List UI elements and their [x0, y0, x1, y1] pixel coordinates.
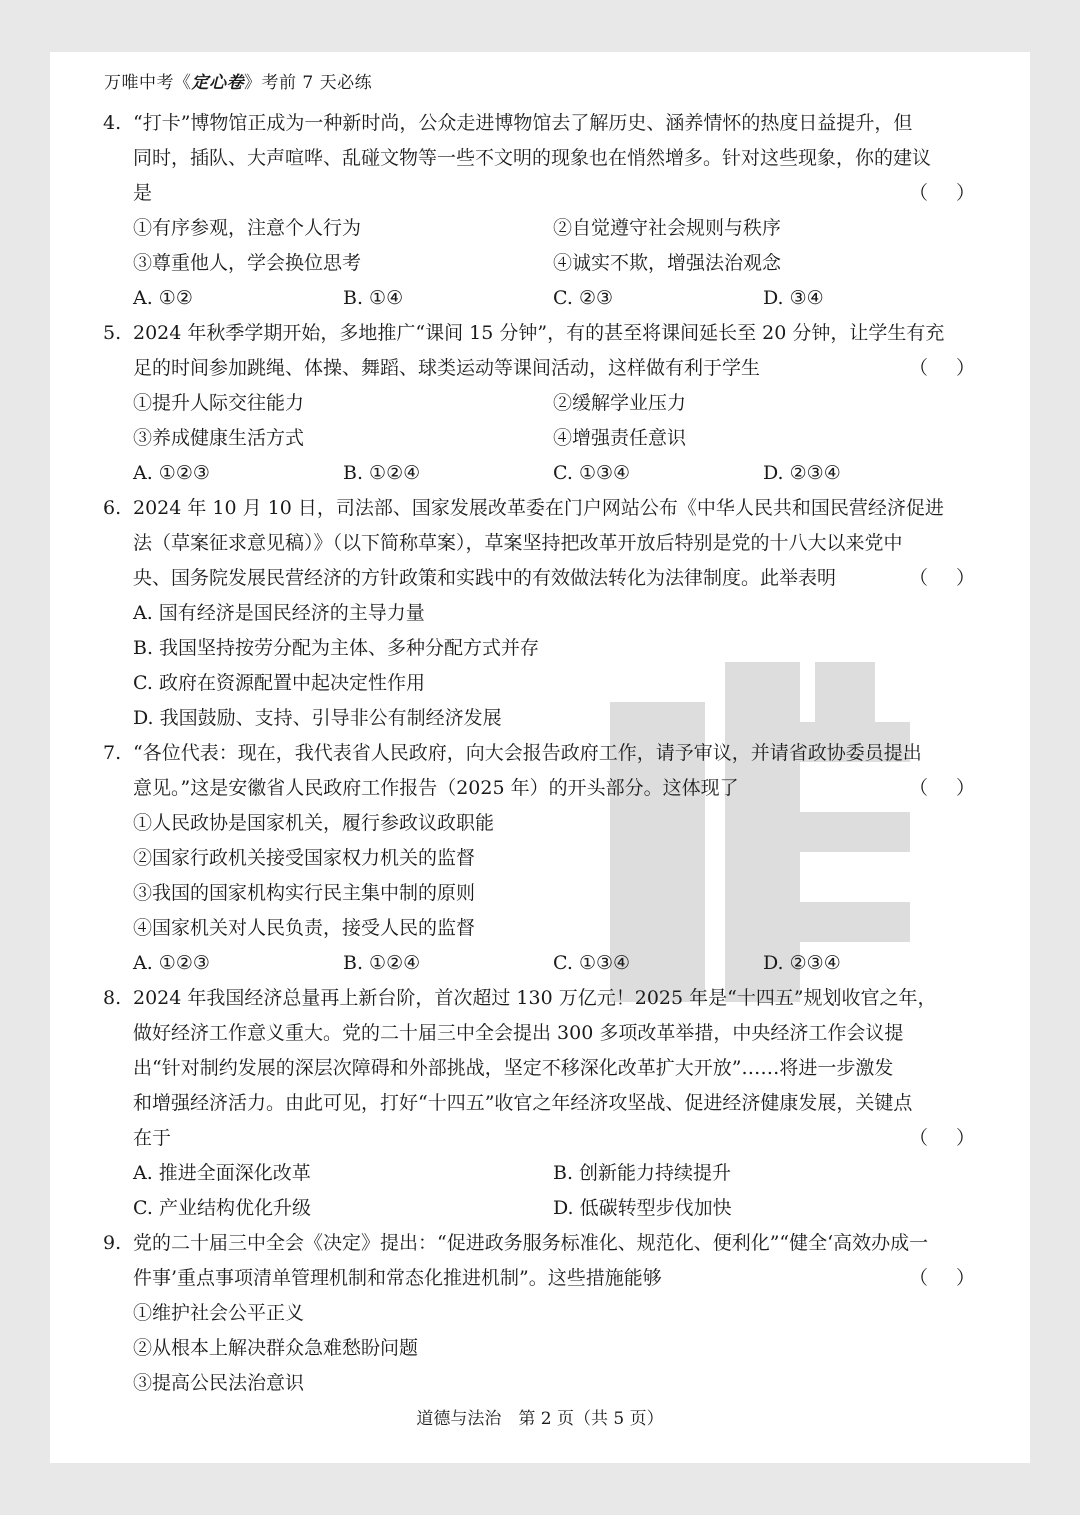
- answer-option: B. ①④: [343, 287, 404, 309]
- answer-parentheses: [909, 1121, 975, 1156]
- stem-text: 足的时间参加跳绳、体操、舞蹈、球类运动等课间活动，这样做有利于学生: [133, 357, 761, 379]
- answer-option: A. 推进全面深化改革: [133, 1162, 311, 1184]
- question-number: 7.: [103, 742, 122, 764]
- answer-option: D. ②③④: [763, 952, 841, 974]
- statement: ①有序参观，注意个人行为: [133, 217, 362, 239]
- answer-option: C. 政府在资源配置中起决定性作用: [133, 672, 425, 694]
- statement: ②自觉遵守社会规则与秩序: [553, 217, 782, 239]
- answer-option: A. ①②③: [133, 952, 210, 974]
- paren-open: （: [909, 182, 929, 204]
- question-stem-line: [103, 491, 975, 526]
- answer-options: [103, 946, 975, 981]
- paren-open: （: [909, 1127, 929, 1149]
- page-footer: 道德与法治 第 2 页（共 5 页）: [416, 1409, 664, 1429]
- statement: ②缓解学业压力: [553, 392, 687, 414]
- question-number: 6.: [103, 497, 122, 519]
- statement: ③尊重他人，学会换位思考: [133, 252, 362, 274]
- question-stem-line: [103, 351, 975, 386]
- answer-options: [103, 1156, 975, 1191]
- stem-text: 和增强经济活力。由此可见，打好“十四五”收官之年经济攻坚战、促进经济健康发展，关键点: [133, 1092, 913, 1114]
- statement-row: [103, 211, 975, 246]
- statement: ①人民政协是国家机关，履行参政议政职能: [133, 812, 495, 834]
- answer-option: D. ③④: [763, 287, 824, 309]
- answer-options: [103, 281, 975, 316]
- paren-open: （: [909, 1267, 929, 1289]
- question-number: 4.: [103, 112, 122, 134]
- answer-options: [103, 1191, 975, 1226]
- statement: ①维护社会公平正义: [133, 1302, 305, 1324]
- question-stem-line: [103, 771, 975, 806]
- stem-text: 党的二十届三中全会《决定》提出：“促进政务服务标准化、规范化、便利化”“健全‘高效办成一: [133, 1232, 929, 1254]
- statement: ②从根本上解决群众急难愁盼问题: [133, 1337, 419, 1359]
- answer-parentheses: [909, 351, 975, 386]
- paren-close: ）: [955, 1267, 975, 1289]
- stem-text: 出“针对制约发展的深层次障碍和外部挑战，坚定不移深化改革扩大开放”……将进一步激发: [133, 1057, 894, 1079]
- paren-close: ）: [955, 777, 975, 799]
- answer-parentheses: [909, 771, 975, 806]
- stem-text: 在于: [133, 1127, 172, 1149]
- question-6: [103, 491, 975, 736]
- question-stem-line: [103, 1051, 975, 1086]
- statement: ②国家行政机关接受国家权力机关的监督: [133, 847, 476, 869]
- question-number: 9.: [103, 1232, 122, 1254]
- question-stem-line: [103, 1016, 975, 1051]
- stem-text: 做好经济工作意义重大。党的二十届三中全会提出 300 多项改革举措，中央经济工作会议提: [133, 1022, 904, 1044]
- question-number: 8.: [103, 987, 122, 1009]
- question-8: [103, 981, 975, 1226]
- question-stem-line: [103, 981, 975, 1016]
- answer-option: B. ①②④: [343, 952, 421, 974]
- paren-close: ）: [955, 182, 975, 204]
- statement-row: [103, 246, 975, 281]
- paren-open: （: [909, 777, 929, 799]
- stem-text: 件事’重点事项清单管理机制和常态化推进机制”。这些措施能够: [133, 1267, 662, 1289]
- question-stem-line: [103, 1226, 975, 1261]
- question-4: [103, 106, 975, 316]
- paren-open: （: [909, 567, 929, 589]
- answer-options: [103, 456, 975, 491]
- statement: ③我国的国家机构实行民主集中制的原则: [133, 882, 476, 904]
- question-stem-line: [103, 106, 975, 141]
- stem-text: 法（草案征求意见稿）》（以下简称草案），草案坚持把改革开放后特别是党的十八大以来党中: [133, 532, 903, 554]
- paren-close: ）: [955, 357, 975, 379]
- question-number: 5.: [103, 322, 122, 344]
- question-stem-line: [103, 1261, 975, 1296]
- stem-text: “打卡”博物馆正成为一种新时尚，公众走进博物馆去了解历史、涵养情怀的热度日益提升，但: [133, 112, 913, 134]
- statement: ④诚实不欺，增强法治观念: [553, 252, 782, 274]
- answer-parentheses: [909, 561, 975, 596]
- answer-option: D. 我国鼓励、支持、引导非公有制经济发展: [133, 707, 502, 729]
- question-5: [103, 316, 975, 491]
- answer-parentheses: [909, 1261, 975, 1296]
- exam-header: 万唯中考《定心卷》考前 7 天必练: [104, 73, 373, 93]
- question-stem-line: [103, 1086, 975, 1121]
- statement: ④国家机关对人民负责，接受人民的监督: [133, 917, 476, 939]
- answer-option: D. 低碳转型步伐加快: [553, 1197, 732, 1219]
- statement: ④增强责任意识: [553, 427, 687, 449]
- paren-close: ）: [955, 1127, 975, 1149]
- statement-row: [103, 386, 975, 421]
- stem-text: 央、国务院发展民营经济的方针政策和实践中的有效做法转化为法律制度。此举表明: [133, 567, 837, 589]
- question-7: [103, 736, 975, 981]
- stem-text: 2024 年 10 月 10 日，司法部、国家发展改革委在门户网站公布《中华人民共和国民营经济促进: [133, 497, 944, 519]
- answer-option: B. ①②④: [343, 462, 421, 484]
- question-stem-line: [103, 1121, 975, 1156]
- question-list: [103, 106, 975, 1401]
- statement-row: [103, 421, 975, 456]
- answer-option: D. ②③④: [763, 462, 841, 484]
- question-stem-line: [103, 141, 975, 176]
- question-stem-line: [103, 316, 975, 351]
- question-stem-line: [103, 176, 975, 211]
- statement: ①提升人际交往能力: [133, 392, 305, 414]
- stem-text: 同时，插队、大声喧哗、乱碰文物等一些不文明的现象也在悄然增多。针对这些现象，你的建议: [133, 147, 932, 169]
- question-9: [103, 1226, 975, 1401]
- answer-option: C. ②③: [553, 287, 614, 309]
- answer-option: B. 创新能力持续提升: [553, 1162, 732, 1184]
- answer-option: A. ①②: [133, 287, 193, 309]
- answer-parentheses: [909, 176, 975, 211]
- question-stem-line: [103, 561, 975, 596]
- question-stem-line: [103, 526, 975, 561]
- paren-open: （: [909, 357, 929, 379]
- answer-option: A. ①②③: [133, 462, 210, 484]
- stem-text: 2024 年秋季学期开始，多地推广“课间 15 分钟”，有的甚至将课间延长至 20 分钟，让学生有充: [133, 322, 945, 344]
- answer-option: C. ①③④: [553, 462, 631, 484]
- paren-close: ）: [955, 567, 975, 589]
- statement: ③提高公民法治意识: [133, 1372, 305, 1394]
- stem-text: “各位代表：现在，我代表省人民政府，向大会报告政府工作，请予审议，并请省政协委员提出: [133, 742, 922, 764]
- exam-page: [50, 52, 1030, 1463]
- answer-option: C. 产业结构优化升级: [133, 1197, 311, 1219]
- question-stem-line: [103, 736, 975, 771]
- stem-text: 2024 年我国经济总量再上新台阶，首次超过 130 万亿元！2025 年是“十四五”规划收官之年，: [133, 987, 937, 1009]
- answer-option: C. ①③④: [553, 952, 631, 974]
- statement: ③养成健康生活方式: [133, 427, 305, 449]
- stem-text: 是: [133, 182, 153, 204]
- answer-option: A. 国有经济是国民经济的主导力量: [133, 602, 425, 624]
- stem-text: 意见。”这是安徽省人民政府工作报告（2025 年）的开头部分。这体现了: [133, 777, 739, 799]
- answer-option: B. 我国坚持按劳分配为主体、多种分配方式并存: [133, 637, 540, 659]
